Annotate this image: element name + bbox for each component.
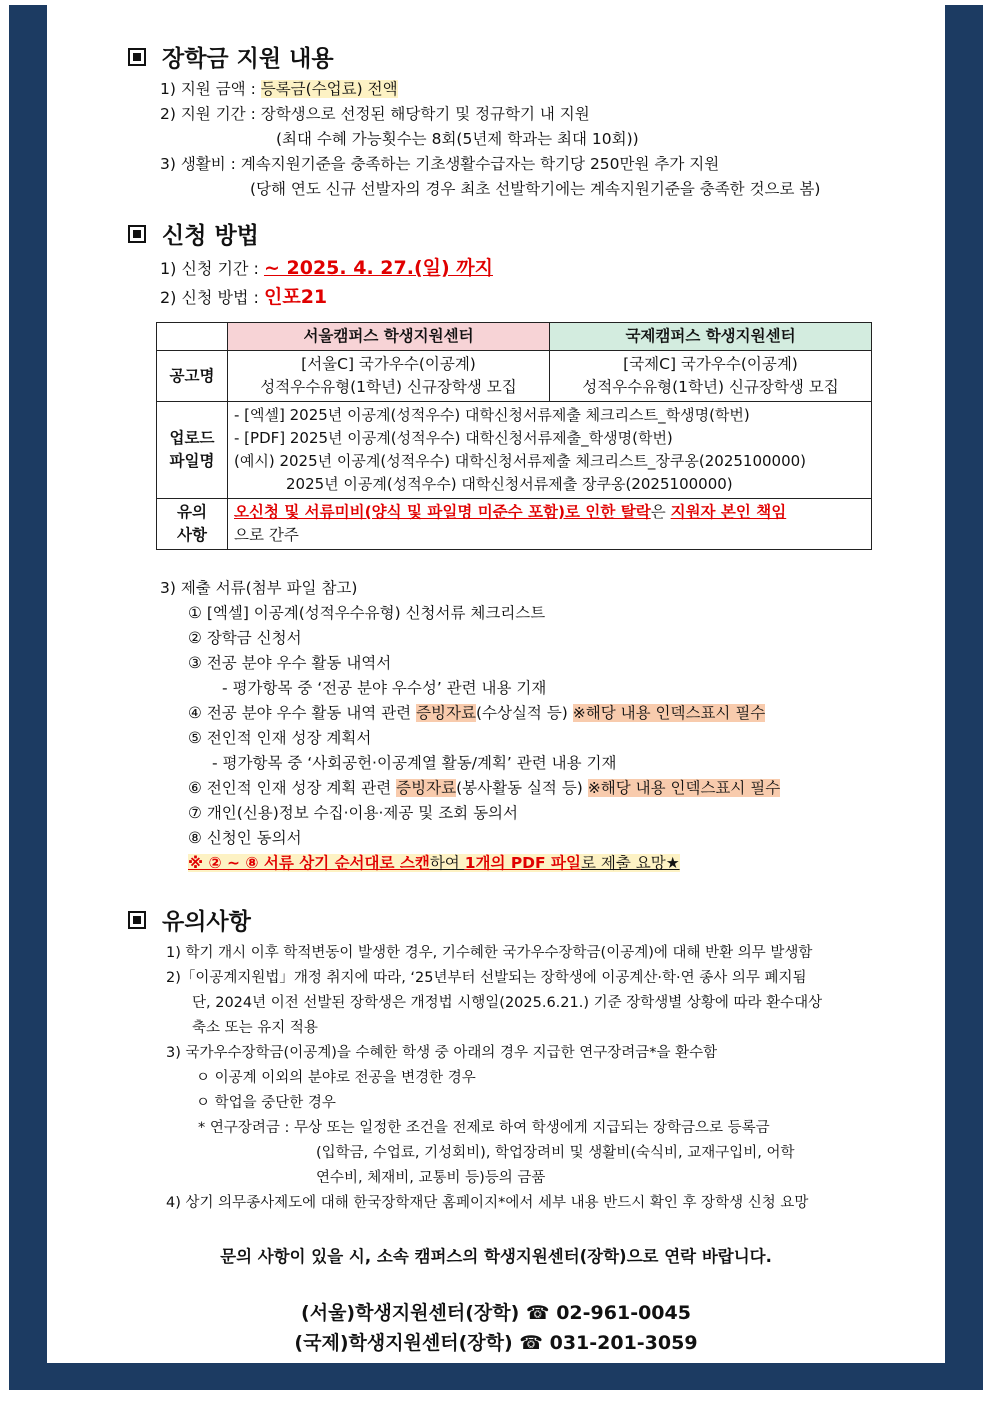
note-subitem: 연수비, 체재비, 교통비 등)등의 금품 bbox=[316, 1170, 546, 1186]
evidence: 증빙자료 bbox=[416, 704, 476, 722]
text: 유의 bbox=[177, 503, 207, 521]
doc-item bbox=[188, 703, 765, 723]
contact-intl: (국제)학생지원센터(장학) ☎ 031-201-3059 bbox=[294, 1332, 698, 1354]
support-amount bbox=[160, 79, 398, 99]
row-label bbox=[157, 402, 228, 499]
section-heading-notes bbox=[128, 903, 251, 936]
warning: 지원자 본인 책임 bbox=[670, 503, 787, 521]
doc-item: ⑤ 전인적 인재 성장 계획서 bbox=[188, 729, 372, 747]
text: - [엑셀] 2025년 이공계(성적우수) 대학신청서류제출 체크리스트_학생명(학번) bbox=[234, 406, 750, 424]
text: 성적우수유형(1학년) 신규장학생 모집 bbox=[582, 378, 839, 396]
note-item: 2)「이공계지원법」개정 취지에 따라, ‘25년부터 선발되는 장학생에 이공계산·학·연 종사 의무 폐지됨 bbox=[166, 970, 807, 986]
text: (수상실적 등) bbox=[475, 704, 573, 722]
table-row bbox=[157, 402, 872, 499]
table-row bbox=[157, 499, 872, 550]
text: 성적우수유형(1학년) 신규장학생 모집 bbox=[260, 378, 517, 396]
doc-item: ② 장학금 신청서 bbox=[188, 629, 302, 647]
doc-item: ① [엑셀] 이공계(성적우수유형) 신청서류 체크리스트 bbox=[188, 604, 546, 622]
upload-filenames bbox=[228, 402, 872, 499]
doc-item: ⑦ 개인(신용)정보 수집·이용·제공 및 조회 동의서 bbox=[188, 804, 518, 822]
doc-item: ③ 전공 분야 우수 활동 내역서 bbox=[188, 654, 392, 672]
text: 파일명 bbox=[169, 452, 215, 470]
note-item: 1) 학기 개시 이후 학적변동이 발생한 경우, 기수혜한 국가우수장학금(이공계)에 대해 반환 의무 발생함 bbox=[166, 945, 813, 961]
text: ⑥ 전인적 인재 성장 계획 관련 bbox=[188, 779, 397, 797]
section-heading-support bbox=[128, 40, 334, 73]
text: 사항 bbox=[177, 526, 207, 544]
section-heading-apply bbox=[128, 217, 259, 250]
empty-cell bbox=[157, 323, 228, 351]
text: ④ 전공 분야 우수 활동 내역 관련 bbox=[188, 704, 417, 722]
note-item: 4) 상기 의무종사제도에 대해 한국장학재단 홈페이지*에서 세부 내용 반드시 확인 후 장학생 신청 요망 bbox=[166, 1195, 809, 1211]
evidence: 증빙자료 bbox=[396, 779, 457, 797]
label: 2) 신청 방법 : bbox=[160, 288, 264, 307]
docs-heading: 3) 제출 서류(첨부 파일 참고) bbox=[160, 579, 358, 597]
note-item: 단, 2024년 이전 선발된 장학생은 개정법 시행일(2025.6.21.) 기준 장학생별 상황에 따라 환수대상 bbox=[192, 995, 823, 1011]
note-subitem: ㅇ 이공계 이외의 분야로 전공을 변경한 경우 bbox=[196, 1070, 476, 1086]
index-note: ※해당 내용 인덱스표시 필수 bbox=[572, 704, 766, 722]
section-title: 장학금 지원 내용 bbox=[162, 46, 334, 72]
text: - [PDF] 2025년 이공계(성적우수) 대학신청서류제출_학생명(학번) bbox=[234, 429, 673, 447]
note-subitem: (입학금, 수업료, 기성회비), 학업장려비 및 생활비(숙식비, 교재구입비, 어학 bbox=[316, 1145, 795, 1161]
support-period-note: (최대 수혜 가능횟수는 8회(5년제 학과는 최대 10회)) bbox=[276, 130, 639, 148]
text: 은 bbox=[650, 503, 671, 521]
text: 2025년 이공계(성적우수) 대학신청서류제출 장쿠옹(2025100000) bbox=[286, 475, 733, 493]
living-cost-note: (당해 연도 신규 선발자의 경우 최초 선발학기에는 계속지원기준을 충족한 것으로 봄) bbox=[250, 180, 821, 198]
warning: 1개의 PDF 파일 bbox=[464, 854, 581, 872]
caution-text bbox=[228, 499, 872, 550]
apply-period bbox=[160, 258, 493, 279]
square-bullet-icon bbox=[128, 225, 146, 243]
table-header-row bbox=[157, 323, 872, 351]
text: (예시) 2025년 이공계(성적우수) 대학신청서류제출 체크리스트_장쿠옹(2025100000) bbox=[234, 452, 807, 470]
text: (봉사활동 실적 등) bbox=[456, 779, 588, 797]
intl-notice bbox=[549, 351, 871, 402]
warning: 오신청 및 서류미비(양식 및 파일명 미준수 포함)로 인한 탈락 bbox=[234, 503, 651, 521]
row-label bbox=[157, 499, 228, 550]
deadline: ~ 2025. 4. 27.(일) 까지 bbox=[263, 257, 493, 279]
index-note: ※해당 내용 인덱스표시 필수 bbox=[587, 779, 781, 797]
text: 업로드 bbox=[169, 429, 215, 447]
text: [국제C] 국가우수(이공계) bbox=[623, 355, 798, 373]
doc-item bbox=[188, 778, 780, 798]
table-row bbox=[157, 351, 872, 402]
square-bullet-icon bbox=[128, 911, 146, 929]
square-bullet-icon bbox=[128, 48, 146, 66]
note-item: 축소 또는 유지 적용 bbox=[192, 1020, 318, 1036]
living-cost: 3) 생활비 : 계속지원기준을 충족하는 기초생활수급자는 학기당 250만원 추가 지원 bbox=[160, 155, 720, 173]
text: [서울C] 국가우수(이공계) bbox=[301, 355, 476, 373]
inquiry-text: 문의 사항이 있을 시, 소속 캠퍼스의 학생지원센터(장학)으로 연락 바랍니다. bbox=[220, 1247, 772, 1266]
contact-seoul: (서울)학생지원센터(장학) ☎ 02-961-0045 bbox=[301, 1302, 691, 1324]
header-intl: 국제캠퍼스 학생지원센터 bbox=[549, 323, 871, 351]
doc-subitem: - 평가항목 중 ‘전공 분야 우수성’ 관련 내용 기재 bbox=[222, 679, 547, 697]
text: 으로 간주 bbox=[234, 526, 299, 544]
doc-subitem: - 평가항목 중 ‘사회공헌·이공계열 활동/계획’ 관련 내용 기재 bbox=[212, 754, 617, 772]
note-subitem: ㅇ 학업을 중단한 경우 bbox=[196, 1095, 336, 1111]
scan-note bbox=[188, 853, 680, 873]
label: 1) 지원 금액 : bbox=[160, 80, 261, 98]
section-title: 신청 방법 bbox=[162, 223, 259, 249]
note-item: 3) 국가우수장학금(이공계)을 수혜한 학생 중 아래의 경우 지급한 연구장려금*을 환수함 bbox=[166, 1045, 718, 1061]
amount-value: 등록금(수업료) 전액 bbox=[260, 80, 398, 98]
header-seoul: 서울캠퍼스 학생지원센터 bbox=[228, 323, 550, 351]
text: 로 제출 요망★ bbox=[580, 854, 680, 872]
label: 1) 신청 기간 : bbox=[160, 259, 264, 278]
row-label: 공고명 bbox=[157, 351, 228, 402]
method-value: 인포21 bbox=[263, 286, 328, 308]
campus-table bbox=[156, 322, 872, 550]
text: 하여 bbox=[429, 854, 465, 872]
support-period: 2) 지원 기간 : 장학생으로 선정된 해당학기 및 정규학기 내 지원 bbox=[160, 105, 590, 123]
section-title: 유의사항 bbox=[162, 909, 251, 935]
doc-item: ⑧ 신청인 동의서 bbox=[188, 829, 302, 847]
warning: ※ ② ~ ⑧ 서류 상기 순서대로 스캔 bbox=[188, 854, 430, 872]
note-subitem: * 연구장려금 : 무상 또는 일정한 조건을 전제로 하여 학생에게 지급되는 장학금으로 등록금 bbox=[198, 1120, 770, 1136]
apply-method bbox=[160, 287, 327, 308]
seoul-notice bbox=[228, 351, 550, 402]
